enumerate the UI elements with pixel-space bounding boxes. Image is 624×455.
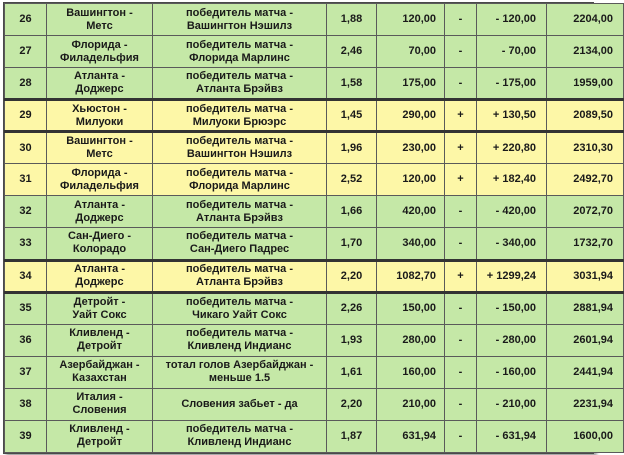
match-cell-text: Словения — [72, 404, 127, 417]
match-cell — [47, 36, 153, 68]
match-cell — [47, 228, 153, 260]
match-cell-text: Италия - — [76, 391, 123, 404]
bank-cell-text: 2441,94 — [573, 365, 613, 378]
result-cell-text: + — [457, 141, 464, 154]
stake-cell — [377, 388, 445, 420]
match-cell-text: Доджерс — [75, 276, 124, 289]
bet-type-cell — [153, 68, 327, 100]
bet-type-cell-text: победитель матча - — [185, 102, 294, 115]
match-cell — [47, 4, 153, 36]
result-cell-text: - — [458, 205, 463, 218]
odds-cell — [327, 68, 377, 100]
bet-type-cell-text: Атланта Брэйвз — [196, 276, 283, 289]
profit-cell-text: - 150,00 — [495, 302, 536, 315]
bet-number-cell-text: 36 — [19, 333, 32, 346]
bet-number-cell-text: 29 — [19, 109, 32, 122]
bet-number-cell-text: 33 — [19, 236, 32, 249]
bet-number-cell — [5, 196, 47, 228]
odds-cell — [327, 388, 377, 420]
result-cell — [445, 324, 477, 356]
bet-type-cell-text: Атланта Брэйвз — [196, 211, 283, 224]
odds-cell-text: 1,66 — [340, 205, 363, 218]
table-row — [5, 228, 624, 260]
odds-cell-text: 2,20 — [340, 397, 363, 410]
match-cell-text: Кливленд - — [69, 423, 130, 436]
bank-cell-text: 3031,94 — [573, 269, 613, 282]
bet-type-cell-text: Кливленд Индианс — [187, 436, 292, 449]
stake-cell-text: 70,00 — [408, 45, 436, 58]
bank-cell — [547, 36, 624, 68]
bet-number-cell-text: 26 — [19, 13, 32, 26]
bet-type-cell-text: Вашингтон Нэшилз — [186, 19, 293, 32]
match-cell — [47, 68, 153, 100]
bet-number-cell — [5, 100, 47, 132]
match-cell-text: Кливленд - — [69, 327, 130, 340]
bank-cell — [547, 228, 624, 260]
odds-cell — [327, 4, 377, 36]
result-cell — [445, 356, 477, 388]
result-cell-text: + — [457, 109, 464, 122]
result-cell — [445, 292, 477, 324]
match-cell-text: Филадельфия — [60, 179, 139, 192]
profit-cell-text: + 130,50 — [492, 109, 536, 122]
bank-cell-text: 2204,00 — [573, 13, 613, 26]
bet-type-cell-text: победитель матча - — [185, 6, 294, 19]
match-cell-text: Колорадо — [72, 243, 127, 256]
stake-cell — [377, 356, 445, 388]
match-cell — [47, 164, 153, 196]
bet-type-cell — [153, 100, 327, 132]
result-cell — [445, 132, 477, 164]
bet-type-cell-text: Флорида Марлинс — [189, 179, 290, 192]
bank-cell — [547, 356, 624, 388]
profit-cell — [477, 388, 547, 420]
stake-cell — [377, 68, 445, 100]
match-cell-text: Атланта - — [73, 198, 125, 211]
stake-cell-text: 340,00 — [402, 236, 436, 249]
stake-cell — [377, 292, 445, 324]
match-cell-text: Казахстан — [72, 372, 127, 385]
profit-cell-text: - 210,00 — [495, 397, 536, 410]
bank-cell-text: 2072,70 — [573, 205, 613, 218]
bet-number-cell — [5, 292, 47, 324]
odds-cell — [327, 292, 377, 324]
result-cell-text: - — [458, 397, 463, 410]
profit-cell-text: - 120,00 — [495, 13, 536, 26]
bet-type-cell — [153, 4, 327, 36]
stake-cell-text: 175,00 — [402, 76, 436, 89]
stake-cell-text: 150,00 — [402, 302, 436, 315]
match-cell — [47, 388, 153, 420]
result-cell-text: + — [457, 269, 464, 282]
bet-number-cell-text: 37 — [19, 365, 32, 378]
match-cell — [47, 292, 153, 324]
table-row — [5, 292, 624, 324]
bet-type-cell — [153, 164, 327, 196]
match-cell — [47, 132, 153, 164]
odds-cell-text: 1,61 — [340, 365, 363, 378]
odds-cell — [327, 36, 377, 68]
odds-cell-text: 2,52 — [340, 173, 363, 186]
bet-number-cell — [5, 68, 47, 100]
result-cell-text: - — [458, 76, 463, 89]
bet-type-cell-text: победитель матча - — [185, 295, 294, 308]
bets-table-body — [5, 4, 624, 453]
bank-cell — [547, 132, 624, 164]
result-cell-text: + — [457, 173, 464, 186]
odds-cell — [327, 356, 377, 388]
bet-number-cell — [5, 420, 47, 452]
bet-type-cell-text: Сан-Диего Падрес — [189, 243, 290, 256]
profit-cell — [477, 164, 547, 196]
match-cell — [47, 100, 153, 132]
match-cell-text: Детройт — [77, 436, 122, 449]
profit-cell-text: - 70,00 — [501, 45, 536, 58]
odds-cell-text: 1,45 — [340, 109, 363, 122]
match-cell-text: Азербайджан - — [59, 359, 140, 372]
table-row — [5, 420, 624, 452]
bet-type-cell-text: Кливленд Индианс — [187, 340, 292, 353]
profit-cell — [477, 260, 547, 292]
bank-cell — [547, 292, 624, 324]
result-cell — [445, 196, 477, 228]
profit-cell-text: + 182,40 — [492, 173, 536, 186]
bank-cell — [547, 4, 624, 36]
result-cell — [445, 388, 477, 420]
table-row — [5, 164, 624, 196]
table-row — [5, 68, 624, 100]
profit-cell-text: - 631,94 — [495, 429, 536, 442]
stake-cell-text: 160,00 — [402, 365, 436, 378]
bet-type-cell — [153, 132, 327, 164]
bank-cell-text: 2310,30 — [573, 141, 613, 154]
match-cell-text: Доджерс — [75, 211, 124, 224]
table-row — [5, 324, 624, 356]
match-cell-text: Флорида - — [71, 166, 128, 179]
odds-cell-text: 2,20 — [340, 269, 363, 282]
stake-cell — [377, 324, 445, 356]
stake-cell — [377, 100, 445, 132]
match-cell-text: Атланта - — [73, 70, 125, 83]
match-cell-text: Вашингтон - — [66, 135, 133, 148]
match-cell-text: Уайт Сокс — [72, 308, 127, 321]
profit-cell — [477, 228, 547, 260]
bet-type-cell-text: тотал голов Азербайджан - — [165, 359, 314, 372]
match-cell — [47, 260, 153, 292]
odds-cell-text: 2,46 — [340, 45, 363, 58]
bet-type-cell-text: Атланта Брэйвз — [196, 83, 283, 96]
bet-type-cell-text: победитель матча - — [185, 135, 294, 148]
bank-cell-text: 2089,50 — [573, 109, 613, 122]
stake-cell — [377, 196, 445, 228]
bet-type-cell — [153, 324, 327, 356]
bank-cell-text: 1959,00 — [573, 76, 613, 89]
bet-number-cell — [5, 4, 47, 36]
odds-cell-text: 1,58 — [340, 76, 363, 89]
match-cell-text: Вашингтон - — [66, 6, 133, 19]
match-cell — [47, 356, 153, 388]
bet-type-cell — [153, 292, 327, 324]
result-cell — [445, 68, 477, 100]
bet-type-cell-text: меньше 1.5 — [208, 372, 271, 385]
bet-type-cell — [153, 356, 327, 388]
result-cell-text: - — [458, 333, 463, 346]
bet-type-cell — [153, 36, 327, 68]
bet-type-cell — [153, 388, 327, 420]
odds-cell-text: 1,88 — [340, 13, 363, 26]
bet-number-cell — [5, 164, 47, 196]
bank-cell-text: 1732,70 — [573, 236, 613, 249]
bet-number-cell — [5, 324, 47, 356]
profit-cell — [477, 196, 547, 228]
bet-type-cell-text: Флорида Марлинс — [189, 51, 290, 64]
bet-number-cell — [5, 132, 47, 164]
bet-number-cell-text: 31 — [19, 173, 32, 186]
bet-number-cell — [5, 36, 47, 68]
table-row — [5, 388, 624, 420]
bank-cell — [547, 68, 624, 100]
result-cell-text: - — [458, 365, 463, 378]
profit-cell — [477, 292, 547, 324]
stake-cell — [377, 4, 445, 36]
odds-cell-text: 1,93 — [340, 333, 363, 346]
match-cell-text: Флорида - — [71, 38, 128, 51]
bet-type-cell-text: Словения забьет - да — [181, 397, 298, 410]
bet-type-cell-text: победитель матча - — [185, 166, 294, 179]
table-row — [5, 132, 624, 164]
table-row — [5, 4, 624, 36]
bank-cell-text: 1600,00 — [573, 429, 613, 442]
bet-type-cell-text: Вашингтон Нэшилз — [186, 148, 293, 161]
bet-number-cell-text: 30 — [19, 141, 32, 154]
result-cell — [445, 36, 477, 68]
profit-cell-text: - 420,00 — [495, 205, 536, 218]
bank-cell-text: 2881,94 — [573, 302, 613, 315]
stake-cell — [377, 260, 445, 292]
match-cell-text: Детройт — [77, 340, 122, 353]
bet-number-cell — [5, 356, 47, 388]
result-cell — [445, 420, 477, 452]
bet-type-cell-text: Чикаго Уайт Сокс — [192, 308, 287, 321]
bank-cell — [547, 164, 624, 196]
result-cell — [445, 260, 477, 292]
stake-cell — [377, 36, 445, 68]
bank-cell-text: 2134,00 — [573, 45, 613, 58]
result-cell-text: - — [458, 13, 463, 26]
table-row — [5, 260, 624, 292]
result-cell-text: - — [458, 236, 463, 249]
bank-cell — [547, 260, 624, 292]
stake-cell-text: 120,00 — [402, 13, 436, 26]
bet-type-cell-text: победитель матча - — [185, 230, 294, 243]
result-cell-text: - — [458, 429, 463, 442]
table-row — [5, 100, 624, 132]
bet-number-cell-text: 32 — [19, 205, 32, 218]
match-cell-text: Сан-Диего - — [67, 230, 132, 243]
stake-cell-text: 631,94 — [402, 429, 436, 442]
bet-number-cell-text: 38 — [19, 397, 32, 410]
stake-cell — [377, 228, 445, 260]
profit-cell — [477, 36, 547, 68]
bank-cell — [547, 196, 624, 228]
match-cell — [47, 324, 153, 356]
profit-cell — [477, 132, 547, 164]
bet-number-cell-text: 28 — [19, 76, 32, 89]
stake-cell-text: 120,00 — [402, 173, 436, 186]
bet-number-cell-text: 27 — [19, 45, 32, 58]
match-cell-text: Детройт - — [73, 295, 126, 308]
bet-type-cell — [153, 260, 327, 292]
odds-cell-text: 1,70 — [340, 236, 363, 249]
odds-cell — [327, 420, 377, 452]
bets-table — [4, 3, 624, 453]
match-cell-text: Доджерс — [75, 83, 124, 96]
odds-cell-text: 1,87 — [340, 429, 363, 442]
match-cell-text: Метс — [86, 19, 113, 32]
odds-cell — [327, 132, 377, 164]
bet-type-cell — [153, 420, 327, 452]
odds-cell — [327, 164, 377, 196]
bet-type-cell — [153, 228, 327, 260]
match-cell — [47, 420, 153, 452]
stake-cell-text: 230,00 — [402, 141, 436, 154]
bank-cell-text: 2492,70 — [573, 173, 613, 186]
result-cell — [445, 228, 477, 260]
bet-type-cell-text: победитель матча - — [185, 70, 294, 83]
profit-cell — [477, 420, 547, 452]
bank-cell-text: 2231,94 — [573, 397, 613, 410]
bet-type-cell-text: Милуоки Брюэрс — [192, 115, 287, 128]
result-cell — [445, 164, 477, 196]
bet-type-cell-text: победитель матча - — [185, 198, 294, 211]
stake-cell-text: 420,00 — [402, 205, 436, 218]
result-cell-text: - — [458, 302, 463, 315]
bet-type-cell-text: победитель матча - — [185, 38, 294, 51]
profit-cell-text: - 160,00 — [495, 365, 536, 378]
bet-number-cell — [5, 388, 47, 420]
bets-table-container — [3, 2, 613, 454]
match-cell-text: Хьюстон - — [72, 102, 127, 115]
bet-type-cell — [153, 196, 327, 228]
stake-cell — [377, 164, 445, 196]
table-row — [5, 356, 624, 388]
profit-cell-text: - 280,00 — [495, 333, 536, 346]
bet-type-cell-text: победитель матча - — [185, 327, 294, 340]
table-row — [5, 36, 624, 68]
odds-cell — [327, 260, 377, 292]
odds-cell-text: 1,96 — [340, 141, 363, 154]
profit-cell — [477, 324, 547, 356]
odds-cell-text: 2,26 — [340, 302, 363, 315]
bet-number-cell — [5, 260, 47, 292]
odds-cell — [327, 324, 377, 356]
bet-number-cell — [5, 228, 47, 260]
match-cell — [47, 196, 153, 228]
profit-cell — [477, 356, 547, 388]
bet-number-cell-text: 35 — [19, 302, 32, 315]
match-cell-text: Метс — [86, 148, 113, 161]
result-cell — [445, 100, 477, 132]
bet-type-cell-text: победитель матча - — [185, 263, 294, 276]
odds-cell — [327, 196, 377, 228]
result-cell-text: - — [458, 45, 463, 58]
table-row — [5, 196, 624, 228]
profit-cell-text: - 340,00 — [495, 236, 536, 249]
bank-cell — [547, 388, 624, 420]
bank-cell — [547, 100, 624, 132]
profit-cell-text: + 1299,24 — [486, 269, 536, 282]
profit-cell — [477, 4, 547, 36]
odds-cell — [327, 100, 377, 132]
profit-cell — [477, 100, 547, 132]
bank-cell-text: 2601,94 — [573, 333, 613, 346]
bet-number-cell-text: 34 — [19, 269, 32, 282]
match-cell-text: Атланта - — [73, 263, 125, 276]
stake-cell-text: 1082,70 — [396, 269, 436, 282]
bet-type-cell-text: победитель матча - — [185, 423, 294, 436]
odds-cell — [327, 228, 377, 260]
stake-cell-text: 210,00 — [402, 397, 436, 410]
stake-cell-text: 290,00 — [402, 109, 436, 122]
result-cell — [445, 4, 477, 36]
profit-cell — [477, 68, 547, 100]
stake-cell-text: 280,00 — [402, 333, 436, 346]
stake-cell — [377, 132, 445, 164]
bet-number-cell-text: 39 — [19, 429, 32, 442]
bank-cell — [547, 420, 624, 452]
profit-cell-text: + 220,80 — [492, 141, 536, 154]
profit-cell-text: - 175,00 — [495, 76, 536, 89]
match-cell-text: Филадельфия — [60, 51, 139, 64]
stake-cell — [377, 420, 445, 452]
match-cell-text: Милуоки — [75, 115, 124, 128]
bank-cell — [547, 324, 624, 356]
